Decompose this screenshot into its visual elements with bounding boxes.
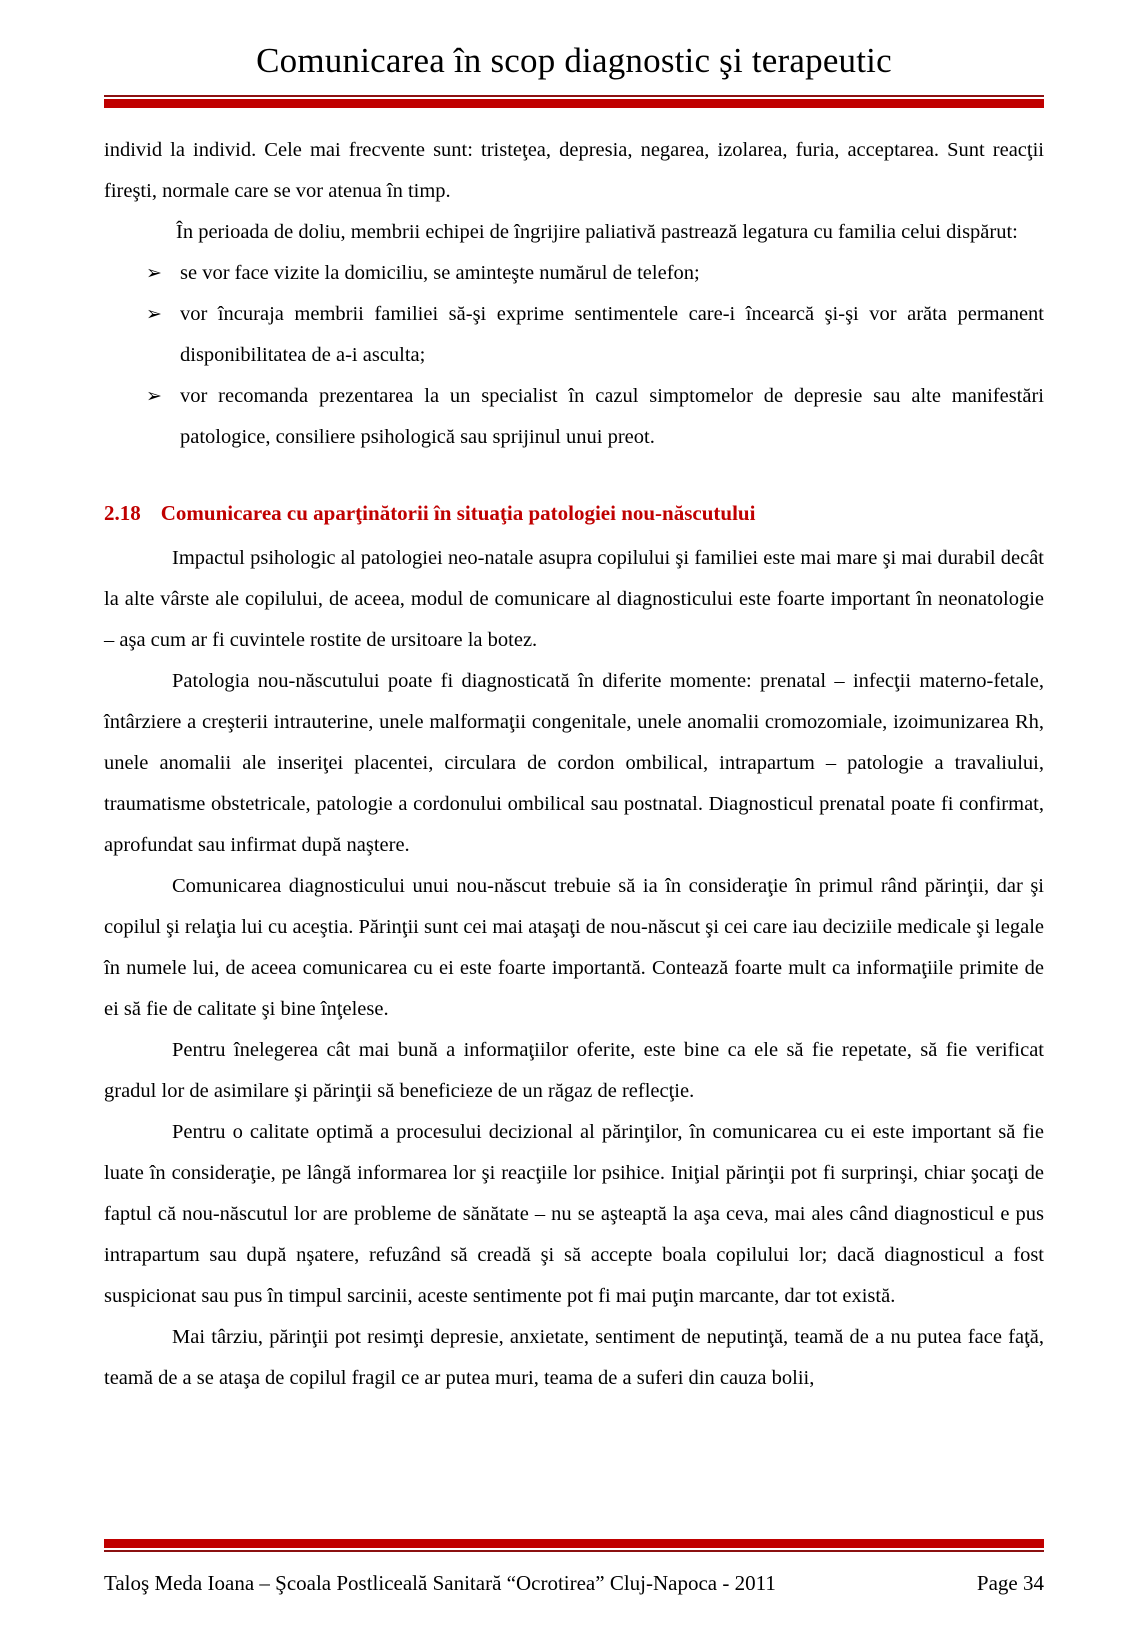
arrow-bullet-icon: ➢ — [146, 262, 162, 284]
list-item — [104, 294, 1044, 376]
page-footer — [0, 1539, 1148, 1634]
paragraph-continued: individ la individ. Cele mai frecvente sunt: tristeţea, depresia, negarea, izolarea, furia, acceptarea. Sunt reacţii fireşti, normale care se vor atenua în timp. — [104, 138, 1044, 202]
footer-page-number: Page 34 — [976, 1571, 1044, 1595]
list-item-text: vor recomanda prezentarea la un specialist în cazul simptomelor de depresie sau alte manifestări patologice, consiliere psihologică sau sprijinul unui preot. — [180, 384, 1044, 448]
footer-rule-thick — [104, 1539, 1044, 1548]
page-content — [0, 108, 1148, 1540]
footer-author-line: Taloş Meda Ioana – Şcoala Postliceală Sanitară “Ocrotirea” Cluj-Napoca - 2011 — [104, 1571, 776, 1595]
paragraph-comunicarea: Comunicarea diagnosticului unui nou-născut trebuie să ia în consideraţie în primul rând părinţii, dar şi copilul şi relaţia lui cu aceştia. Părinţii sunt cei mai ataşaţi de nou-născut şi cei care iau deciziile medicale şi legale în numele lui, de aceea comunicarea cu ei este foarte importantă. Contează foarte mult ca informaţiile primite de ei să fie de calitate şi bine înţelese. — [104, 874, 1044, 1020]
section-title: Comunicarea cu aparţinătorii în situaţia patologiei nou-născutului — [160, 500, 756, 525]
page-header-title: Comunicarea în scop diagnostic şi terapeutic — [256, 41, 892, 80]
section-number: 2.18 — [104, 500, 141, 525]
list-item — [104, 253, 1044, 294]
footer-rule-thin — [104, 1550, 1044, 1552]
footer-row — [104, 1568, 1044, 1598]
bereavement-actions-list — [104, 253, 1044, 458]
list-item-text: vor încuraja membrii familiei să-şi exprime sentimentele care-i încearcă şi-şi vor arăta permanent disponibilitatea de a-i asculta; — [180, 302, 1044, 366]
paragraph-intelegere: Pentru înelegerea cât mai bună a informaţiilor oferite, este bine ca ele să fie repetate, să fie verificat gradul lor de asimilare şi părinţii să beneficieze de un răgaz de reflecţie. — [104, 1038, 1044, 1102]
arrow-bullet-icon: ➢ — [146, 303, 162, 325]
paragraph-patologia: Patologia nou-născutului poate fi diagnosticată în diferite momente: prenatal – infecţii materno-fetale, întârziere a creşterii intrauterine, unele malformaţii congenitale, unele anomalii cromozomiale, izoimunizarea Rh, unele anomalii ale inseriţei placentei, circulara de cordon ombilical, intrapartum – patologie a travaliului, traumatisme obstetricale, patologie a cordonului ombilical sau postnatal. Diagnosticul prenatal poate fi confirmat, aprofundat sau infirmat după naştere. — [104, 669, 1044, 856]
page-header — [0, 0, 1148, 108]
header-rule-thick — [104, 99, 1044, 108]
arrow-bullet-icon: ➢ — [146, 385, 162, 407]
list-item — [104, 376, 1044, 458]
paragraph-mai-tarziu: Mai târziu, părinţii pot resimţi depresie, anxietate, sentiment de neputinţă, teamă de a nu putea face faţă, teamă de a se ataşa de copilul fragil ce ar putea muri, teama de a suferi din cauza bolii, — [104, 1325, 1044, 1389]
section-heading — [104, 498, 1044, 528]
paragraph-calitate: Pentru o calitate optimă a procesului decizional al părinţilor, în comunicarea cu ei este important să fie luate în consideraţie, pe lângă informarea lor şi reacţiile lor psihice. Iniţial părinţii pot fi surprinşi, chiar şocaţi de faptul că nou-născutul lor are probleme de sănătate – nu se aşteaptă la aşa ceva, mai ales când diagnosticul e pus intrapartum sau după nşatere, refuzând să creadă şi să accepte boala copilului lor; dacă diagnosticul a fost suspicionat sau pus în timpul sarcinii, aceste sentimente pot fi mai puţin marcante, dar tot există. — [104, 1120, 1044, 1307]
paragraph-doliu: În perioada de doliu, membrii echipei de îngrijire paliativă pastrează legatura cu familia celui dispărut: — [176, 220, 1018, 243]
footer-rule-group — [0, 1539, 1148, 1552]
list-item-text: se vor face vizite la domiciliu, se aminteşte numărul de telefon; — [180, 261, 700, 284]
paragraph-impact: Impactul psihologic al patologiei neo-natale asupra copilului şi familiei este mai mare şi mai durabil decât la alte vârste ale copilului, de aceea, modul de comunicare al diagnosticului este foarte important în neonatologie – aşa cum ar fi cuvintele rostite de ursitoare la botez. — [104, 546, 1044, 651]
